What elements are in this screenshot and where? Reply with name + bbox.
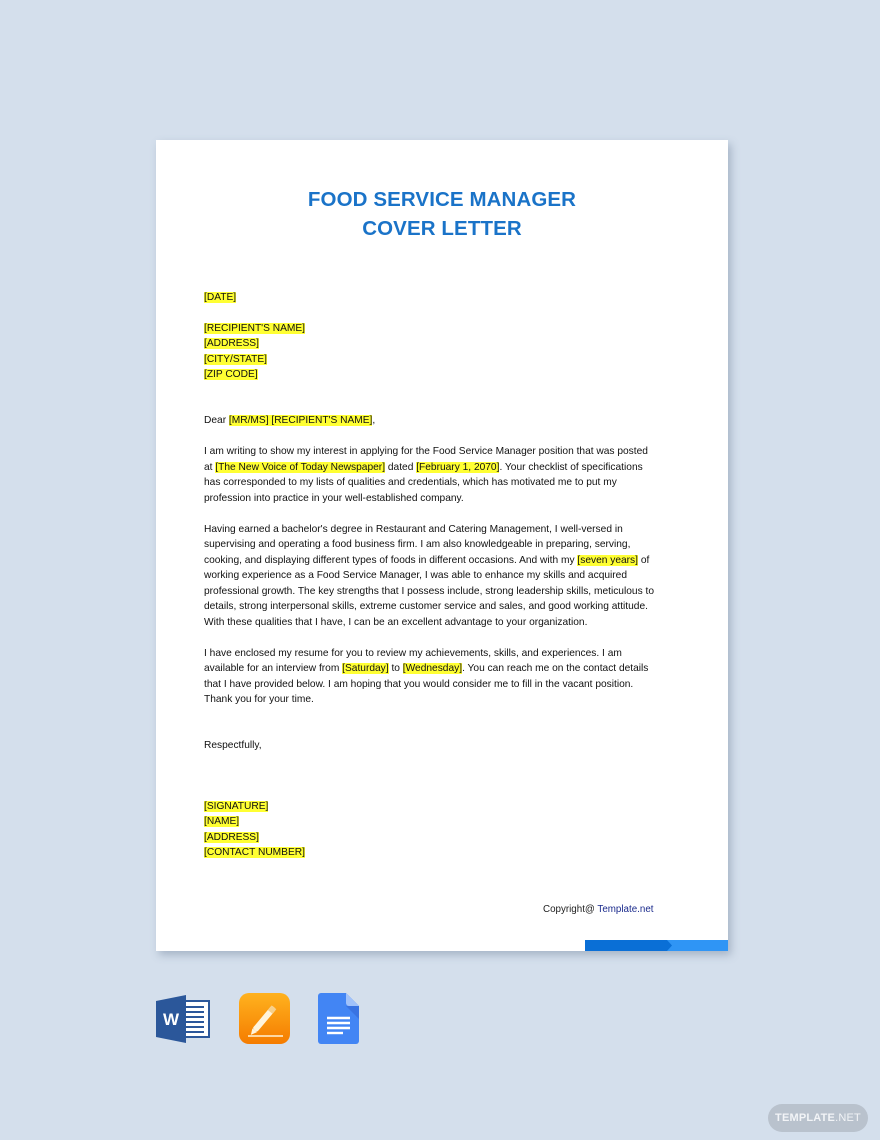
recipient-block xyxy=(204,321,664,383)
title-line-1: FOOD SERVICE MANAGER xyxy=(307,188,577,211)
watermark-bold: TEMPLATE xyxy=(775,1112,836,1124)
svg-text:W: W xyxy=(162,1010,180,1029)
salutation-suffix: , xyxy=(372,415,376,426)
experience-years-placeholder: [seven years] xyxy=(577,554,638,566)
p3-line: that I have provided below. I am hoping that you would consider me to fill in the vacant position. xyxy=(204,678,634,690)
p3-line: Thank you for your time. xyxy=(204,694,314,705)
newspaper-placeholder: [The New Voice of Today Newspaper] xyxy=(215,461,386,473)
copyright-prefix: Copyright@ xyxy=(543,904,598,915)
p2-line xyxy=(204,553,664,569)
salutation xyxy=(204,413,664,429)
p2-line: supervising and operating a food business firm. I am also knowledgeable in preparing, serving, xyxy=(204,539,631,550)
p1-line: profession into practice in your well-established company. xyxy=(204,492,464,504)
salutation-prefix: Dear xyxy=(204,415,229,426)
p3-text: to xyxy=(388,663,403,674)
date-block xyxy=(204,290,664,306)
footer-accent-bar xyxy=(585,940,728,951)
p3-text: . You can reach me on the contact details xyxy=(462,663,649,674)
word-icon[interactable] xyxy=(156,995,212,1048)
recipient-city-placeholder: [CITY/STATE] xyxy=(204,353,268,365)
p1-line: has corresponded to my lists of qualities and credentials, which has motivated me to put my xyxy=(204,477,617,488)
title-line-2: COVER LETTER xyxy=(362,217,522,240)
p1-text: dated xyxy=(385,461,417,473)
copyright xyxy=(543,904,654,915)
recipient-zip-placeholder: [ZIP CODE] xyxy=(204,369,258,380)
posted-date-placeholder: [February 1, 2070] xyxy=(416,461,500,473)
document-title xyxy=(156,185,728,243)
p2-text: of xyxy=(637,554,650,566)
p2-line: details, strong interpersonal skills, extreme customer service and sales, and good working attitude. xyxy=(204,601,648,612)
p1-line xyxy=(204,460,664,476)
interview-end-day-placeholder: [Wednesday] xyxy=(402,663,463,674)
google-docs-icon[interactable] xyxy=(318,993,359,1049)
template-net-watermark xyxy=(768,1104,868,1132)
salutation-placeholder: [MR/MS] [RECIPIENT'S NAME] xyxy=(228,415,373,426)
contact-number-placeholder: [CONTACT NUMBER] xyxy=(204,847,305,858)
p3-text: available for an interview from xyxy=(204,663,343,674)
recipient-name-placeholder: [RECIPIENT'S NAME] xyxy=(204,322,306,334)
p3-line: I have enclosed my resume for you to review my achievements, skills, and experiences. I am xyxy=(204,647,622,659)
address-placeholder: [ADDRESS] xyxy=(204,831,259,843)
signature-placeholder: [SIGNATURE] xyxy=(204,800,269,812)
name-placeholder: [NAME] xyxy=(204,816,240,827)
paragraph-3 xyxy=(204,646,664,708)
p1-text: . Your checklist of specifications xyxy=(499,461,643,473)
date-placeholder: [DATE] xyxy=(204,292,237,303)
p2-text: cooking, and displaying different types of foods in different occasions. And with my xyxy=(204,554,578,566)
paragraph-2 xyxy=(204,522,664,631)
closing-text: Respectfully, xyxy=(204,740,262,751)
signature-block xyxy=(204,799,664,861)
p1-line: I am writing to show my interest in applying for the Food Service Manager position that was posted xyxy=(204,446,648,457)
template-net-link[interactable]: Template.net xyxy=(597,904,654,915)
document-page xyxy=(156,140,728,951)
p2-line: working experience as a Food Service Manager, I was able to enhance my skills and acquired xyxy=(204,570,628,581)
paragraph-1 xyxy=(204,444,664,506)
pages-icon[interactable] xyxy=(239,993,290,1049)
p2-line: professional growth. The key strengths that I possess include, strong leadership skills, meticulous to xyxy=(204,585,654,597)
p1-text: at xyxy=(204,461,216,473)
interview-start-day-placeholder: [Saturday] xyxy=(342,663,389,674)
watermark-rest: .NET xyxy=(835,1112,861,1124)
p2-line: With these qualities that I have, I can be an excellent advantage to your organization. xyxy=(204,616,588,628)
recipient-address-placeholder: [ADDRESS] xyxy=(204,338,259,349)
p3-line xyxy=(204,661,664,677)
p2-line: Having earned a bachelor's degree in Restaurant and Catering Management, I well-versed in xyxy=(204,523,623,535)
closing xyxy=(204,738,664,754)
